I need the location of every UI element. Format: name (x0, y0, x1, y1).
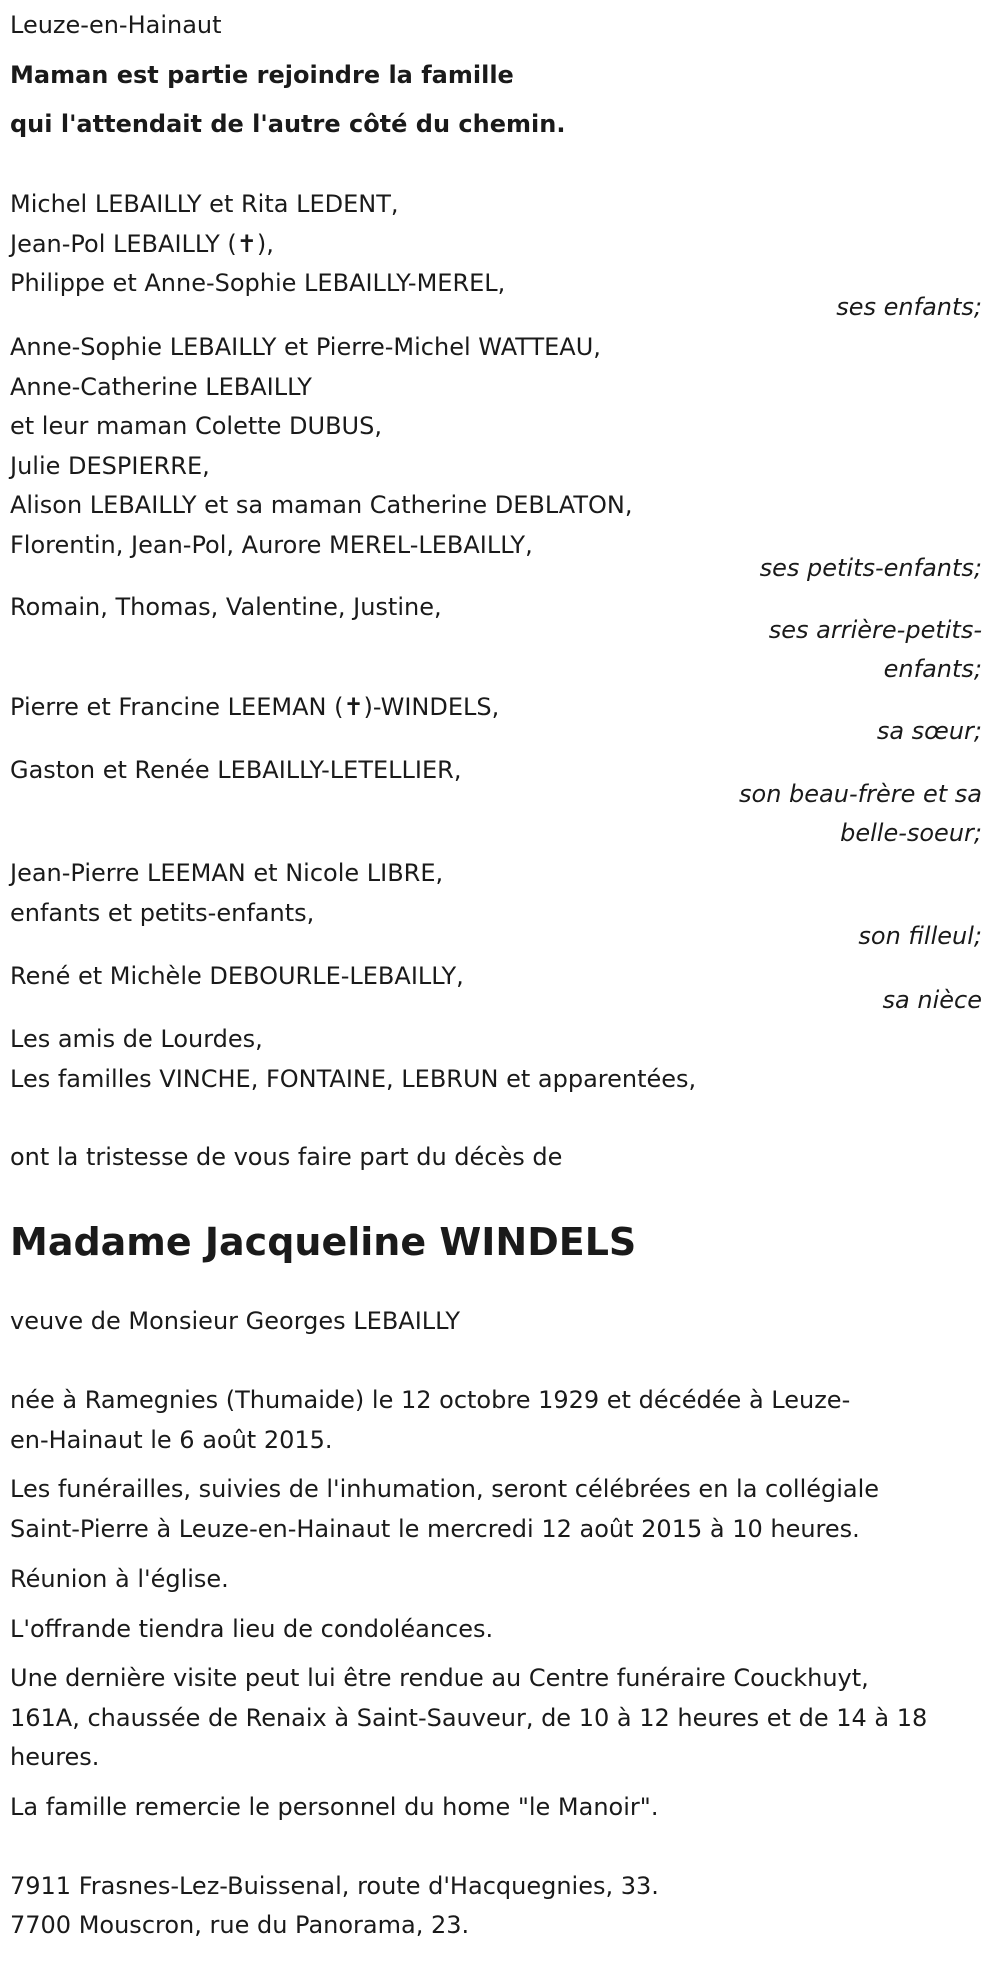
family-name-line: Jean-Pol LEBAILLY (✝), (10, 230, 274, 258)
family-name-line: Florentin, Jean-Pol, Aurore MEREL-LEBAILLY, (10, 531, 533, 559)
funeral-info: Saint-Pierre à Leuze-en-Hainaut le mercredi 12 août 2015 à 10 heures. (10, 1515, 860, 1543)
announcement-text: ont la tristesse de vous faire part du décès de (10, 1143, 563, 1171)
family-name-line: Julie DESPIERRE, (10, 452, 210, 480)
gathering-info: Réunion à l'église. (10, 1565, 229, 1593)
deceased-name: Madame Jacqueline WINDELS (10, 1220, 637, 1264)
intro-line-2: qui l'attendait de l'autre côté du chemin. (10, 110, 566, 138)
family-name-line: Pierre et Francine LEEMAN (✝)-WINDELS, (10, 693, 500, 721)
funeral-info: Les funérailles, suivies de l'inhumation, seront célébrées en la collégiale (10, 1475, 880, 1503)
relation-label: ses arrière-petits- (768, 616, 982, 644)
relation-label: son filleul; (858, 922, 982, 950)
relation-label: belle-soeur; (840, 819, 982, 847)
family-name-line: Les amis de Lourdes, (10, 1025, 263, 1053)
condolence-info: L'offrande tiendra lieu de condoléances. (10, 1615, 494, 1643)
family-name-line: Alison LEBAILLY et sa maman Catherine DEBLATON, (10, 491, 633, 519)
family-name-line: Anne-Catherine LEBAILLY (10, 373, 312, 401)
visit-info: 161A, chaussée de Renaix à Saint-Sauveur, de 10 à 12 heures et de 14 à 18 (10, 1704, 928, 1732)
visit-info: heures. (10, 1743, 100, 1771)
widow-of-line: veuve de Monsieur Georges LEBAILLY (10, 1307, 460, 1335)
family-name-line: Anne-Sophie LEBAILLY et Pierre-Michel WATTEAU, (10, 333, 601, 361)
birth-death-info: née à Ramegnies (Thumaide) le 12 octobre 1929 et décédée à Leuze- (10, 1386, 851, 1414)
family-name-line: et leur maman Colette DUBUS, (10, 412, 382, 440)
relation-label: ses enfants; (836, 293, 982, 321)
intro-line-1: Maman est partie rejoindre la famille (10, 61, 514, 89)
family-name-line: Les familles VINCHE, FONTAINE, LEBRUN et apparentées, (10, 1065, 697, 1093)
address-line: 7700 Mouscron, rue du Panorama, 23. (10, 1911, 470, 1939)
family-name-line: Philippe et Anne-Sophie LEBAILLY-MEREL, (10, 269, 506, 297)
family-name-line: René et Michèle DEBOURLE-LEBAILLY, (10, 962, 464, 990)
thanks-info: La famille remercie le personnel du home "le Manoir". (10, 1793, 659, 1821)
visit-info: Une dernière visite peut lui être rendue au Centre funéraire Couckhuyt, (10, 1664, 869, 1692)
location-header: Leuze-en-Hainaut (10, 11, 222, 39)
birth-death-info: en-Hainaut le 6 août 2015. (10, 1426, 333, 1454)
family-name-line: Michel LEBAILLY et Rita LEDENT, (10, 190, 399, 218)
family-name-line: enfants et petits-enfants, (10, 899, 315, 927)
relation-label: enfants; (883, 655, 982, 683)
family-name-line: Gaston et Renée LEBAILLY-LETELLIER, (10, 756, 462, 784)
address-line: 7911 Frasnes-Lez-Buissenal, route d'Hacquegnies, 33. (10, 1872, 659, 1900)
family-name-line: Romain, Thomas, Valentine, Justine, (10, 593, 442, 621)
relation-label: ses petits-enfants; (759, 554, 982, 582)
relation-label: son beau-frère et sa (739, 780, 982, 808)
relation-label: sa nièce (882, 986, 982, 1014)
relation-label: sa sœur; (876, 717, 982, 745)
family-name-line: Jean-Pierre LEEMAN et Nicole LIBRE, (10, 859, 444, 887)
